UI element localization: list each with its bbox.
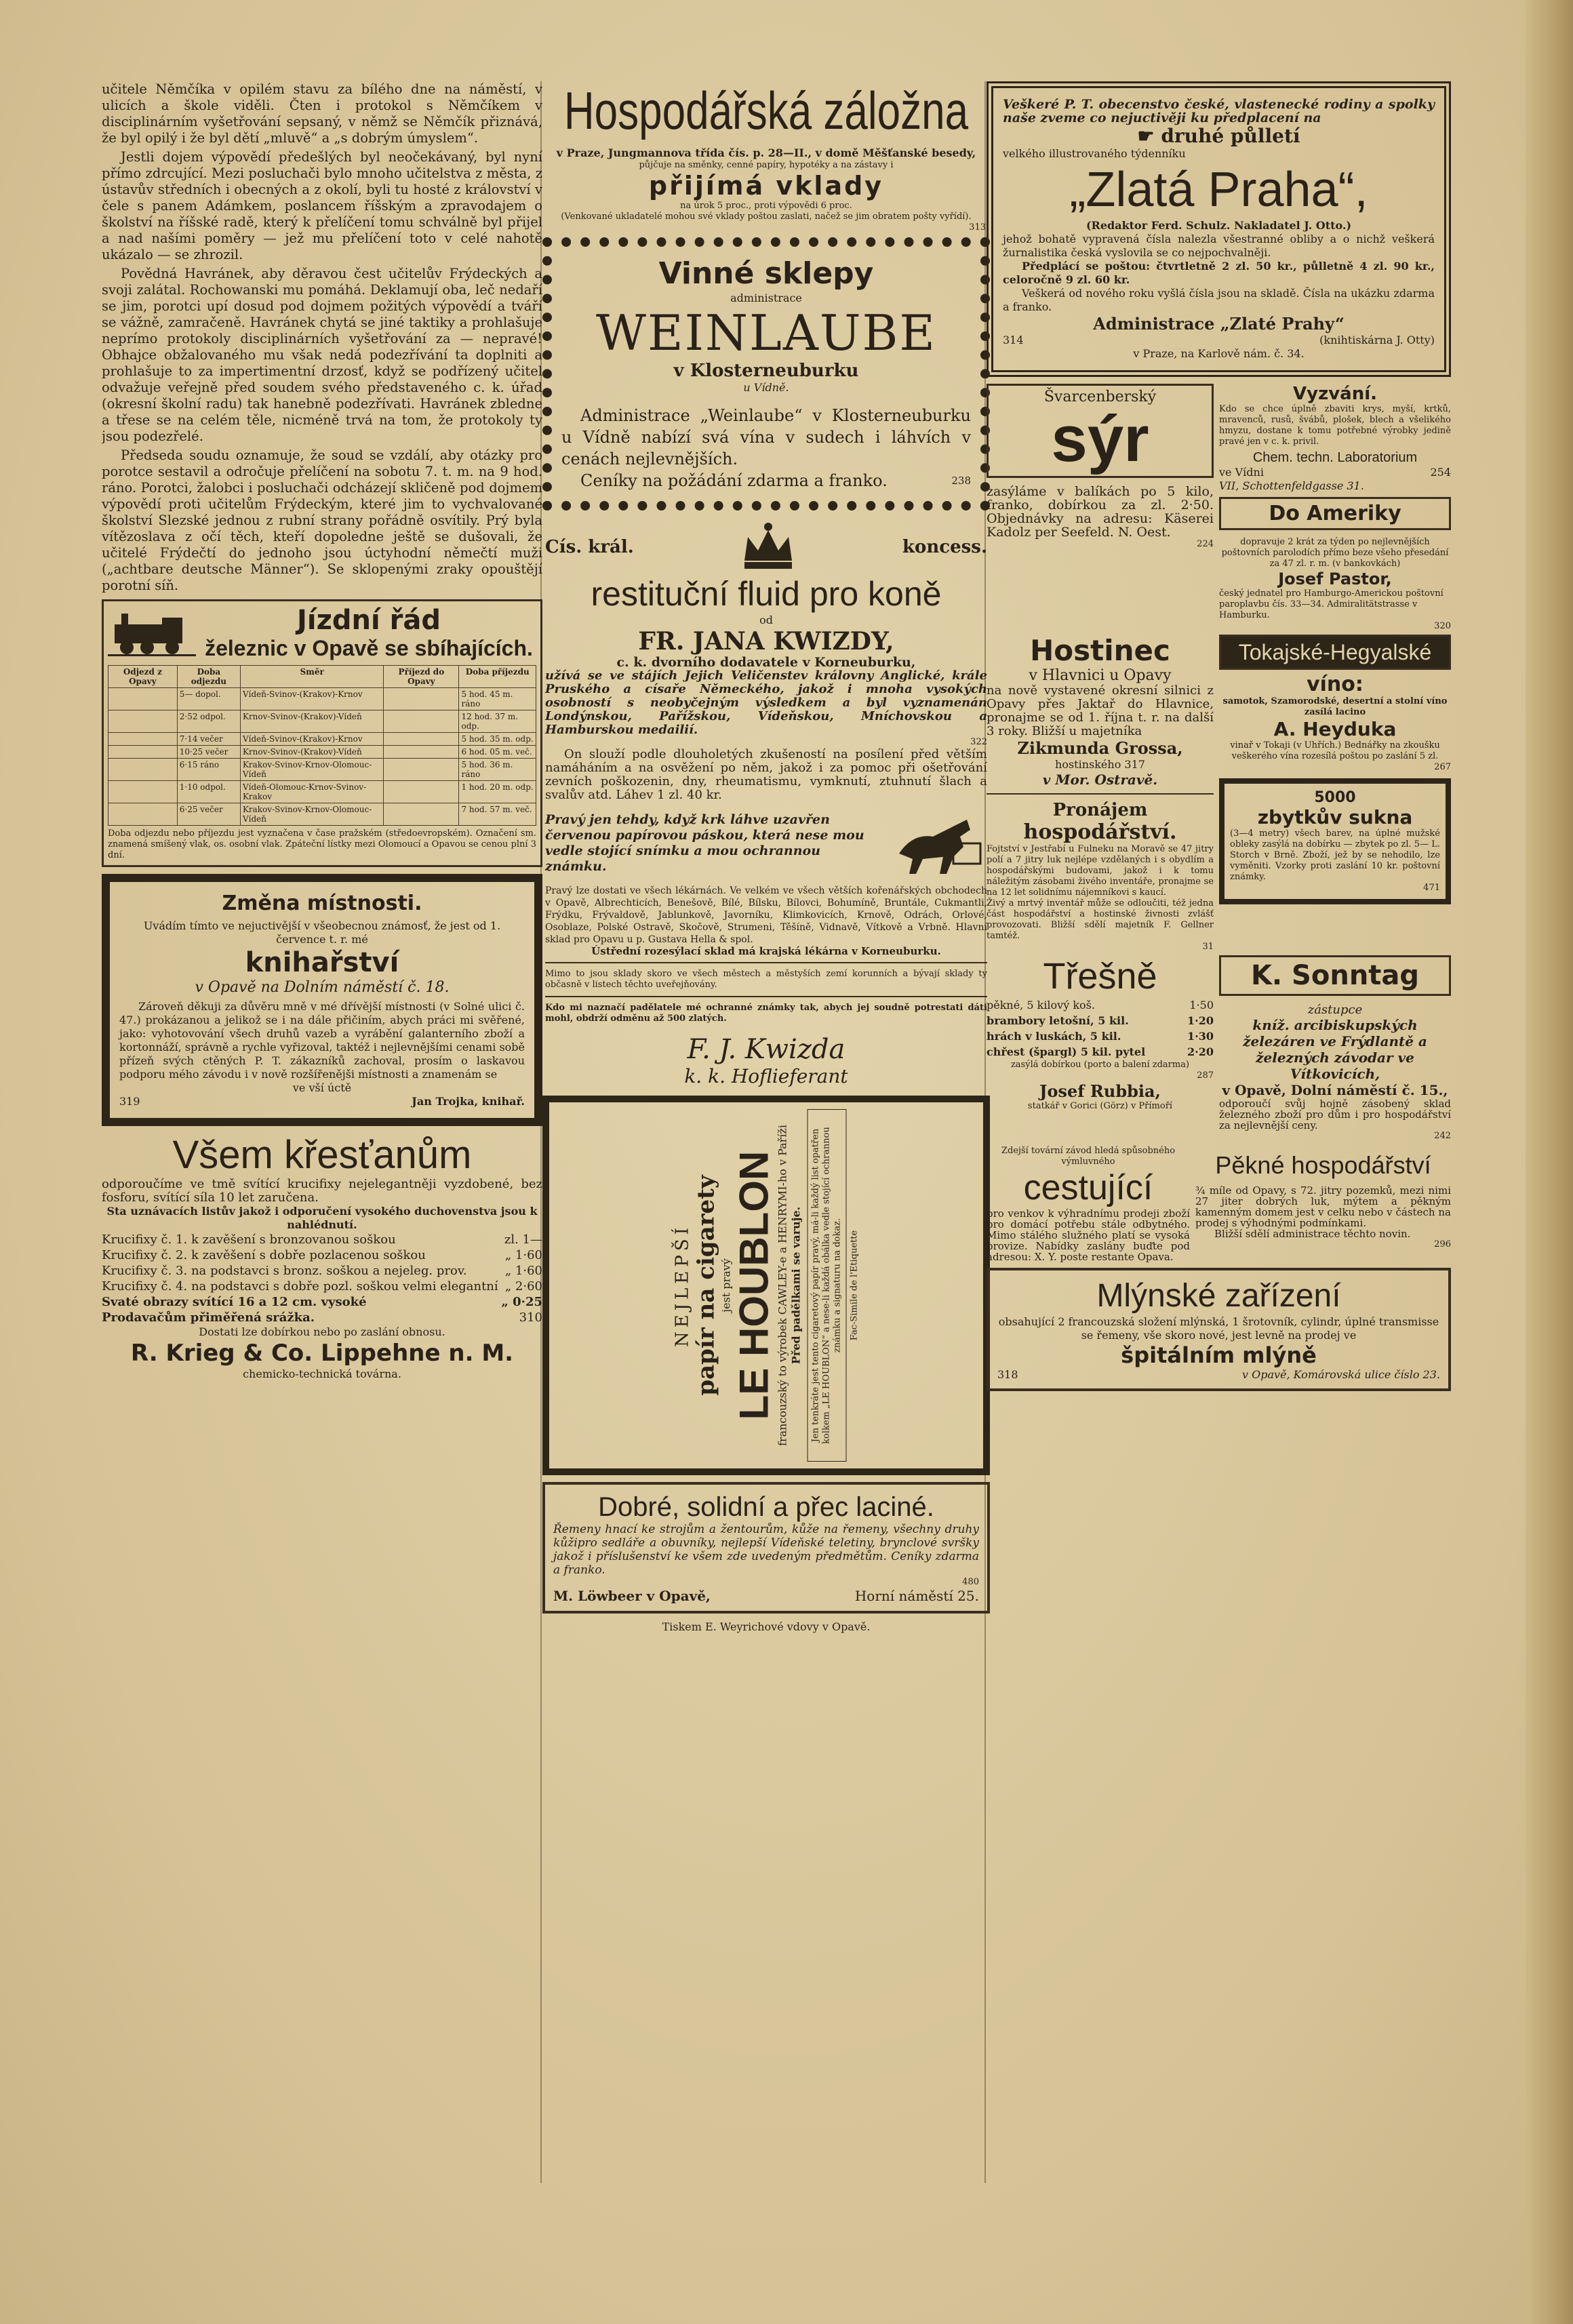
row-cherries-sonntag	[987, 955, 1451, 1142]
ad-text: koncess.	[902, 537, 987, 557]
ad-number: 318	[997, 1368, 1018, 1381]
ad-text: odporoučíme ve tmě svítící krucifixy nejelegantněji vyzdobené, bez fosforu, svítící síla 10 let zaručena.	[102, 1177, 542, 1205]
ad-text: jehož bohatě vypravená čísla nalezla všestranné obliby a o nichž veškerá žurnalistika česká vyslovila se co nejpochvalněji.	[1003, 233, 1435, 259]
sonntag-ad	[1219, 955, 1451, 1142]
ad-headline: WEINLAUBE	[596, 304, 936, 361]
inn-ad	[987, 635, 1214, 953]
leather-ad	[542, 1482, 990, 1614]
ad-text: Zároveň děkuji za důvěru mně v mé dřívější místnosti (v Solné ulici č. 47.) prokázanou a jelikož se i na dále přičiním, abych práci mi svěřené, jako: vyhotovování všech druhů vazeb a vyrábění galanterního zboží a kortonnáží, správně a rychle vyřizoval, taktéž i nejlevnějšími cenami sobě přízeň svých ctěných P. T. zákazníků zachoval, prosím o laskavou podporu mého závodu i v nově rozšířenějši místnosti a znamenám se	[119, 1000, 525, 1081]
ad-title: Hospodářská záložna	[563, 82, 969, 141]
locomotive-icon	[108, 609, 196, 657]
cloth-ad	[1219, 778, 1451, 904]
price-row: hrách v luskách, 5 kil. 1·30	[987, 1030, 1214, 1043]
ad-number: 471	[1423, 883, 1440, 893]
ad-address: (knihtiskárna J. Otty)	[1319, 334, 1435, 346]
ad-number: 267	[1434, 762, 1451, 772]
ad-address: v Opavě, Dolní náměstí č. 15.,	[1222, 1082, 1448, 1098]
table-row: 1·10 odpol. Vídeň-Olomouc-Krnov-Svinov-Krakov 1 hod. 20 m. odp.	[108, 781, 536, 803]
handwritten-signature: F. J. Kwizda	[687, 1034, 845, 1065]
column-right	[987, 81, 1451, 2190]
table-row: 10·25 večer Krnov-Svinov-(Krakov)-Vídeň 6 hod. 05 m. več.	[108, 746, 536, 759]
ad-text: zasýlá dobírkou (porto a balení zdarma)	[1010, 1060, 1190, 1070]
column-left	[102, 81, 542, 2190]
ad-address: Horní náměstí 25.	[854, 1588, 979, 1604]
horse-trademark-icon	[885, 806, 987, 881]
price-row: Krucifixy č. 3. na podstavci s bronz. soškou a nejeleg. prov. „ 1·60	[102, 1264, 542, 1278]
ad-number: 31	[1202, 942, 1214, 952]
row-traveler-farm	[987, 1146, 1451, 1262]
ad-text: Fojtství v Jestřabí u Fulneku na Moravě se 47 jitry polí a 7 jitry luk nejlépe vzdělaných i s obydlím a hospodářskými budovami, jakož i k tomu náležitým zásobami živého inventáře, pronajme se na 12 let solidnímu nájemníkovi s kaucí.	[987, 844, 1214, 898]
ad-subtitle: zástupce	[1307, 1003, 1363, 1017]
ad-title: Vinné sklepy	[658, 256, 874, 291]
ad-text: Cís. král.	[545, 537, 634, 557]
price-row: pěkné, 5 kilový koš. 1·50	[987, 999, 1214, 1011]
ad-text: ve vší úctě	[292, 1081, 352, 1094]
timetable-subtitle: železnic v Opavě se sbíhajících.	[205, 636, 533, 660]
ad-text: dopravuje 2 krát za týden po nejlevnějších poštovních parolodích přímo beze všeho přesedání za 47 zl. r. m. (v bankovkách)	[1221, 537, 1449, 569]
ad-title: Změna místnosti.	[222, 891, 422, 915]
kwizda-ad	[542, 520, 990, 1087]
ad-text: Uvádím tímto ve nejuctivější v všeobecnou známosť, že jest od 1. července t. r. mé	[143, 919, 501, 946]
ad-text: v Praze, Jungmannova třída čís. p. 28—II., v domě Měšťanské besedy,	[556, 146, 976, 159]
timetable-header: Směr	[240, 666, 383, 688]
ad-number: 319	[119, 1095, 140, 1108]
ad-subtitle: víno:	[1307, 673, 1363, 696]
ad-text: samotok, Szamorodské, desertní a stolní víno zasílá lacino	[1222, 696, 1448, 717]
ad-text: Veškerá od nového roku vyšlá čísla jsou na skladě. Čísla na ukázku zdarma a franko.	[1003, 287, 1435, 313]
ad-firm: Zikmunda Grossa,	[1017, 738, 1183, 758]
ad-firm: M. Löwbeer v Opavě,	[553, 1588, 711, 1604]
ad-title: Dobré, solidní a přec laciné.	[598, 1492, 934, 1522]
ad-firm: Josef Pastor,	[1278, 569, 1392, 588]
ad-address: v Mor. Ostravě.	[1042, 772, 1158, 788]
ad-headline: přijímá vklady	[648, 171, 884, 201]
ad-text: ☛ druhé půlletí	[1137, 125, 1300, 147]
ad-headline: sýr	[1051, 403, 1149, 475]
ad-text: On slouží podle dlouholetých zkušeností na posílení před větším namáháním a na osvěžení po něm, jakož i za pomoc při ošetřování zevních poškozenin, dny, rheumatismu, vymknutí, ztuhnutí šlach a svalův atd. Láhev 1 zl. 40 kr.	[545, 747, 987, 802]
ad-text: Dostati lze dobírkou nebo po zaslání obnosu.	[199, 1325, 445, 1338]
ad-text: velkého illustrovaného týdenníku	[1003, 147, 1186, 160]
ad-firm: FR. JANA KWIZDY,	[638, 627, 894, 656]
ad-title: Všem křesťanům	[172, 1133, 472, 1177]
ad-text: administrace	[730, 292, 802, 304]
divider	[987, 793, 1214, 795]
zlata-praha-ad	[987, 81, 1451, 377]
le-houblon-ad	[542, 1096, 990, 1475]
ad-text: Prodavačům přiměřená srážka. 310	[102, 1310, 542, 1325]
ad-address: v Opavě, Komárovská ulice číslo 23.	[1241, 1368, 1440, 1381]
ad-number: 296	[1434, 1239, 1451, 1249]
ad-number: 254	[1430, 466, 1451, 479]
ad-text: (3—4 metry) všech barev, na úplné mužské obleky zasýlá na dobírku — zbytek po zl. 5— L. Storch v Brně. Zboží, jež by se nehodilo, lze vyměniti. Vzorky proti zaslání 10 kr. poštovní známky.	[1230, 828, 1440, 882]
ad-title: Vyzvání.	[1293, 384, 1377, 404]
ad-text: Řemeny hnací ke strojům a žentourům, kůže na řemeny, všechny druhy kůžipro sedláře a obuvníky, nejlepší Vídeňské teletiny, brynclové svršky jakož i příslušenství ke všem zde uvedeným předmětům. Ceníky zdarma a franko.	[553, 1523, 979, 1577]
crown-icon	[738, 520, 799, 574]
ad-title: restituční fluid pro koně	[591, 575, 942, 613]
ad-text: Mimo to jsou sklady skoro ve všech městech a městyších zemí korunních a bývají sklady ty občasně v listech těchto uveřejňovány.	[545, 969, 987, 990]
ad-number: 242	[1434, 1131, 1451, 1141]
ad-title: Pěkné hospodářství	[1215, 1151, 1431, 1179]
ad-text: Švarcenberský	[1043, 388, 1157, 405]
ad-text: c. k. dvorního dodavatele v Korneuburku,	[616, 655, 916, 670]
pointing-hand-icon: ☛	[1137, 125, 1155, 147]
ad-address: ve Vídni	[1219, 466, 1264, 479]
ad-address: v Opavě na Dolním náměstí č. 18.	[195, 979, 450, 996]
ad-title: Mlýnské zařízení	[1096, 1278, 1341, 1314]
timetable-header: Příjezd do Opavy	[384, 666, 459, 688]
ad-text: Předplácí se poštou: čtvrtletně 2 zl. 50 kr., půlletně 4 zl. 90 kr., celoročně 9 zl. 60 kr.	[1003, 260, 1435, 286]
ad-signature: Jan Trojka, knihař.	[412, 1095, 525, 1108]
timetable-header: Doba odjezdu	[177, 666, 240, 688]
ad-number: 320	[1434, 621, 1451, 631]
rotated-ad-content: NEJLEPŠÍ papír na cigarety jest pravý LE HOUBLON francouzský to výrobek CAWLEY-e a HENRYMI-ho v Paříži Před padělkami se varuje. Jen tenkráte jest tento cigaretový papír pravý, má-li každý list opatřen kolkem „LE HOUBLON“ a nese-li každá obálka vedle stojící ochrannou známku a signaturu na dokaz. Fac-Simile de l'Etiquette	[673, 1109, 860, 1462]
timetable-note: Doba odjezdu nebo příjezdu jest vyznačena v čase pražském (středoevropském). Označení sm. znamená smíšený vlak, os. osobní vlak. Zpáteční lístky mezi Olomoucí a Opavou se cenou plní 3 dní.	[108, 828, 536, 860]
cherries-ad	[987, 955, 1214, 1142]
ad-firm: Chem. techn. Laboratorium	[1252, 450, 1418, 465]
ad-text: kníž. arcibiskupských železáren ve Frýdlantě a železných závodar ve Vítkovicích,	[1243, 1017, 1427, 1082]
ad-firm: Administrace „Zlaté Prahy“	[1093, 314, 1345, 334]
ad-text: (Redaktor Ferd. Schulz. Nakladatel J. Otto.)	[1086, 219, 1352, 232]
row-cheese-vermin	[987, 384, 1451, 632]
ad-title: Pronájem	[1052, 800, 1148, 820]
price-row: Svaté obrazy svítící 16 a 12 cm. vysoké „ 0·25	[102, 1295, 542, 1309]
ad-text: Pravý lze dostati ve všech lékárnách. Ve velkém ve všech větších kořenářských obchodech v Opavě, Albrechticích, Benešově, Bílé, Bílsku, Bílovci, Bohumíně, Bruntále, Cukmantli, Frýdku, Frývaldově, Jablunkově, Javorníku, Klimkovicích, Krnově, Odrách, Orlové, Osoblaze, Polské Ostravě, Skočově, Strumeni, Těšíně, Vidnavě, Vítkově a Vrbně. Hlavní sklad pro Opavu u p. Gustava Hella & spol.	[545, 885, 987, 945]
ad-text: Veškeré P. T. obecenstvo české, vlastenecké rodiny a spolky naše zveme co nejuctivěji ku předplacení na	[1003, 97, 1435, 125]
bookbinder-ad	[102, 874, 542, 1126]
table-row: 5— dopol. Vídeň-Svinov-(Krakov)-Krnov 5 hod. 45 m. ráno	[108, 688, 536, 710]
ad-text: od	[759, 614, 773, 626]
price-row: Krucifixy č. 1. k zavěšení s bronzovanou soškou zl. 1—	[102, 1233, 542, 1247]
ad-text: zasýláme v balíkách po 5 kilo, franko, dobírkou za zl. 2·50. Objednávky na adresu: Käserei Kadolz per Seefeld. N. Oest.	[987, 484, 1214, 540]
ad-number: 238	[951, 475, 971, 487]
ad-text: český jednatel pro Hamburgo-Americkou poštovní paroplavbu čís. 33—34. Admiralitätstrasse v Hamburku.	[1219, 588, 1443, 620]
ad-number: 314	[1003, 334, 1024, 346]
ad-text: hostinského 317	[1055, 758, 1145, 771]
row-inn-wine	[987, 635, 1451, 953]
ad-title: Tokajské-Hegyalské	[1238, 640, 1432, 664]
ad-number: 287	[1197, 1070, 1214, 1081]
ad-text: půjčuje na směnky, cenné papíry, hypotéky a na zástavy i	[639, 160, 894, 170]
vermin-ad	[1219, 384, 1451, 632]
ad-title: Do Ameriky	[1269, 502, 1401, 525]
ad-number: 5000	[1314, 789, 1356, 806]
printer-footer: Tiskem E. Weyrichové vdovy v Opavě.	[662, 1620, 871, 1633]
ad-address: statkář v Gorici (Görz) v Přímoří	[1027, 1101, 1173, 1111]
table-row: 2·52 odpol. Krnov-Svinov-(Krakov)-Vídeň 12 hod. 37 m. odp.	[108, 710, 536, 733]
divider	[545, 996, 987, 997]
ad-text: vinař v Tokaji (v Uhřích.) Bednářky na zkoušku veškerého vína rozesílá poštou po zaslání 5 zl.	[1230, 740, 1440, 761]
ad-text: pro venkov k výhradnímu prodeji zboží pro domácí potřebu stále odbytného. Mimo stálého služného platí se vysoká provize. Nabídky zaslány buďte pod adresou: X. Y. poste restante Opava.	[987, 1207, 1190, 1263]
table-row: 7·14 večer Vídeň-Svinov-(Krakov)-Krnov 5 hod. 35 m. odp.	[108, 733, 536, 746]
ad-place: v Klosterneuburku	[673, 361, 859, 381]
page-edge	[1526, 0, 1573, 2324]
timetable-header: Odjezd z Opavy	[108, 666, 178, 688]
ad-text: užívá se ve stájích Jejich Veličenstev královny Anglické, krále Pruského a císaře Německého, jakož i mnoha vysokých osobností s neobyčejným výsledkem a byl vyznamenán Londýnskou, Pařížskou, Vídeňskou, Mníchovskou a Hamburskou medailií.	[545, 668, 987, 737]
ad-title: K. Sonntag	[1250, 960, 1420, 991]
ad-text: na úrok 5 proc., proti výpovědi 6 proc.	[680, 201, 852, 211]
article-paragraph: Povědná Havránek, aby děravou čest učitelův Frýdeckých a svoji zalátal. Rochowanski mu pomáhá. Deklamují oba, leč nedaří se jim, porotci upí dosud pod dojmem požitých výpovědí a tváří se vážně, zamračeně. Havránek chytá se jiné taktiky a prohlašuje neprímo protokoly disciplinárních vyšetřování za — nepravé! Obhajce obžalovaného mu však nedá podezřívání ta doplniti a prohlašuje to za impertimentní drzosť, když se podřízený učitel odvažuje veřejně před soudem svého představeného c. k. úřad (okresní školní radu) tak hanebně podezřívati. Havránek zbledne a třese se na celém těle, nicméně trvá na tom, že protokoly ty jsou podezřelé.	[102, 266, 542, 444]
price-row: brambory letošní, 5 kil. 1·20	[987, 1014, 1214, 1027]
article-paragraph: Jestli dojem výpovědí předešlých byl neočekávaný, byl nyní přímo zdrcující. Mezi posluchači bylo mnoho učitelstva z města, z ústavův středních i obecných a z okolí, byli tu hosté z království v čele s panem Adámkem, poslancem říšským a zpravodajem o školství na říšské radě, který k přelíčení tomu schválně byl přijel a nad našími poměry — jež mu přelíčení toto v celé nahotě ukázalo — se zhrozil.	[102, 149, 542, 262]
ad-firm-subtitle: chemicko-technická továrna.	[243, 1367, 401, 1380]
ad-text: Živý a mrtvý inventář může se odloučiti, též jedna část hospodářství a hostinské živnosti zvlášť provozovati. Bližší sdělí majetník F. Gellner tamtéž.	[987, 898, 1214, 941]
ad-address: VII, Schottenfeldgasse 31.	[1219, 479, 1364, 492]
ad-title: „Zlatá Praha“,	[1069, 163, 1368, 217]
handwritten-signature: k. k. Hoflieferant	[684, 1065, 848, 1087]
ad-text: Zdejší tovární závod hledá spůsobného výmluvného	[1001, 1146, 1176, 1167]
ad-firm: A. Heyduka	[1273, 718, 1397, 740]
ad-text: Administrace „Weinlaube“ v Klosterneuburku u Vídně nabízí svá vína v sudech i láhvích v cenách nejlevnějších.	[561, 406, 971, 468]
mill-ad	[987, 1268, 1451, 1391]
wine-cellar-ad	[542, 237, 990, 510]
ad-text: ¾ míle od Opavy, s 72. jitry pozemků, mezi nimi 27 jiter dobrých luk, mýtem a pěkným kamenným domem jest v celku nebo v částech na prodej s výhodnými podmínkami.	[1195, 1184, 1451, 1229]
ad-text: na nově vystavené okresní silnici z Opavy přes Jaktař do Hlavnice, pronajme se od 1. října t. r. na další 3 roky. Bližší u majetníka	[987, 683, 1214, 738]
ad-title: zbytkův sukna	[1257, 806, 1413, 828]
ad-firm: špitálním mlýně	[1121, 1342, 1317, 1368]
column-middle	[542, 81, 990, 2190]
crucifix-ad	[102, 1133, 542, 1381]
ad-text: Bližší sdělí administrace těchto novin.	[1214, 1228, 1411, 1240]
timetable-header: Doba příjezdu	[459, 666, 536, 688]
ad-number: 480	[962, 1577, 979, 1587]
ad-subtitle: v Hlavnici u Opavy	[1029, 667, 1172, 684]
ad-title: Hostinec	[1030, 634, 1170, 667]
price-row: chřest (špargl) 5 kil. pytel 2·20	[987, 1045, 1214, 1058]
table-row: 6·15 ráno Krakov-Svinov-Krnov-Olomouc-Vídeň 5 hod. 36 m. ráno	[108, 759, 536, 781]
traveler-ad	[987, 1146, 1190, 1262]
divider	[545, 962, 987, 963]
ad-headline: hospodářství.	[1023, 820, 1177, 844]
timetable	[108, 665, 536, 826]
ad-text: obsahující 2 francouzská složení mlýnská, 1 šrotovník, cylindr, úplné transmisse se řemeny, vše skoro nové, jest levně na prodej ve	[998, 1315, 1439, 1342]
article-paragraph: Předseda soudu oznamuje, že soud se vzdálí, aby otázky pro porotce sestavil a odročuje přelíčení na sobotu 7. t. m. na 9 hod. ráno. Porotci, žalobci i posluchači odcházejí skličeně pod dojmem výpovědí proti učitelům Frýdeckým, které jim to vychvalované školství Slezské jednou z rubní strany pořádně osvítily. Prý byla vítězoslava z očí těch, kteří dopoledne ještě se dušovali, že učitelé Frýdečtí do jednoho jsou úctyhodní němečtí muži („achtbare deutsche Männer“). Se sklopenými zraky opouštějí porotní síň.	[102, 447, 542, 593]
price-row: Krucifixy č. 4. na podstavci s dobře pozl. soškou velmi elegantní „ 2·60	[102, 1279, 542, 1294]
timetable-ad	[102, 599, 542, 867]
timetable-title: Jízdní řád	[297, 605, 441, 636]
article-text	[102, 81, 542, 594]
ad-number: 224	[1197, 539, 1214, 549]
ad-text: Kdo se chce úplně zbaviti krys, myší, krtků, mravenců, rusů, švábů, plošek, blech a všelikého hmyzu, dostane k tomu potřebné výrobky jedině pravé jen v c. k. privil.	[1219, 404, 1451, 447]
ad-title: cestující	[1023, 1168, 1153, 1207]
ad-firm: Josef Rubbia,	[1039, 1081, 1161, 1101]
ad-firm: R. Krieg & Co. Lippehne n. M.	[130, 1340, 514, 1367]
cheese-ad	[987, 384, 1214, 632]
ad-text: (Venkované ukladatelé mohou své vklady poštou zaslati, načež se jim obratem pošty vyřídí).	[561, 212, 972, 222]
ad-text: Ústřední rozesýlací sklad má krajská lékárna v Korneuburku.	[591, 945, 941, 957]
ad-text: odporoučí svůj hojně zásobený sklad železného zboží pro dům i pro hospodářství za nejlevnější ceny.	[1219, 1098, 1451, 1131]
savings-bank-ad	[542, 82, 990, 233]
ad-text: Ceníky na požádání zdarma a franko. 238	[580, 471, 971, 490]
ad-headline: knihařství	[245, 947, 399, 978]
ad-text: Pravý jen tehdy, když krk láhve uzavřen červenou papírovou páskou, která nese mou vedle stojící snímku a mou ochrannou známku.	[545, 812, 864, 874]
farm-sale-ad	[1195, 1146, 1451, 1262]
ad-text: Sta uznávacích listův jakož i odporučení vysokého duchovenstva jsou k nahlédnutí.	[106, 1205, 538, 1231]
ad-address: v Praze, na Karlově nám. č. 34.	[1133, 347, 1305, 360]
ad-number: 322	[970, 737, 987, 747]
ad-place: u Vídně.	[743, 381, 789, 394]
ad-text: Kdo mi naznačí padělatele mé ochranné známky tak, abych jej soudně potrestati dáti mohl, obdrží odměnu až 500 zlatých.	[545, 1003, 987, 1024]
table-row: 6·25 večer Krakov-Svinov-Krnov-Olomouc-Vídeň 7 hod. 57 m. več.	[108, 803, 536, 826]
tokaj-ad	[1219, 635, 1451, 953]
ad-number: 313	[969, 222, 986, 233]
article-paragraph: učitele Němčíka v opilém stavu za bílého dne na náměstí, v ulicích a škole viděli. Čten i protokol s Němčíkem v disciplinárním vyšetřování sepsaný, v němž se Němčík přiznává, že byl opilý i že byl dětí „mluvě“ a „s dobrým úmyslem“.	[102, 81, 542, 146]
ad-title: Třešně	[1043, 956, 1157, 997]
price-row: Krucifixy č. 2. k zavěšení s dobře pozlacenou soškou „ 1·60	[102, 1248, 542, 1262]
